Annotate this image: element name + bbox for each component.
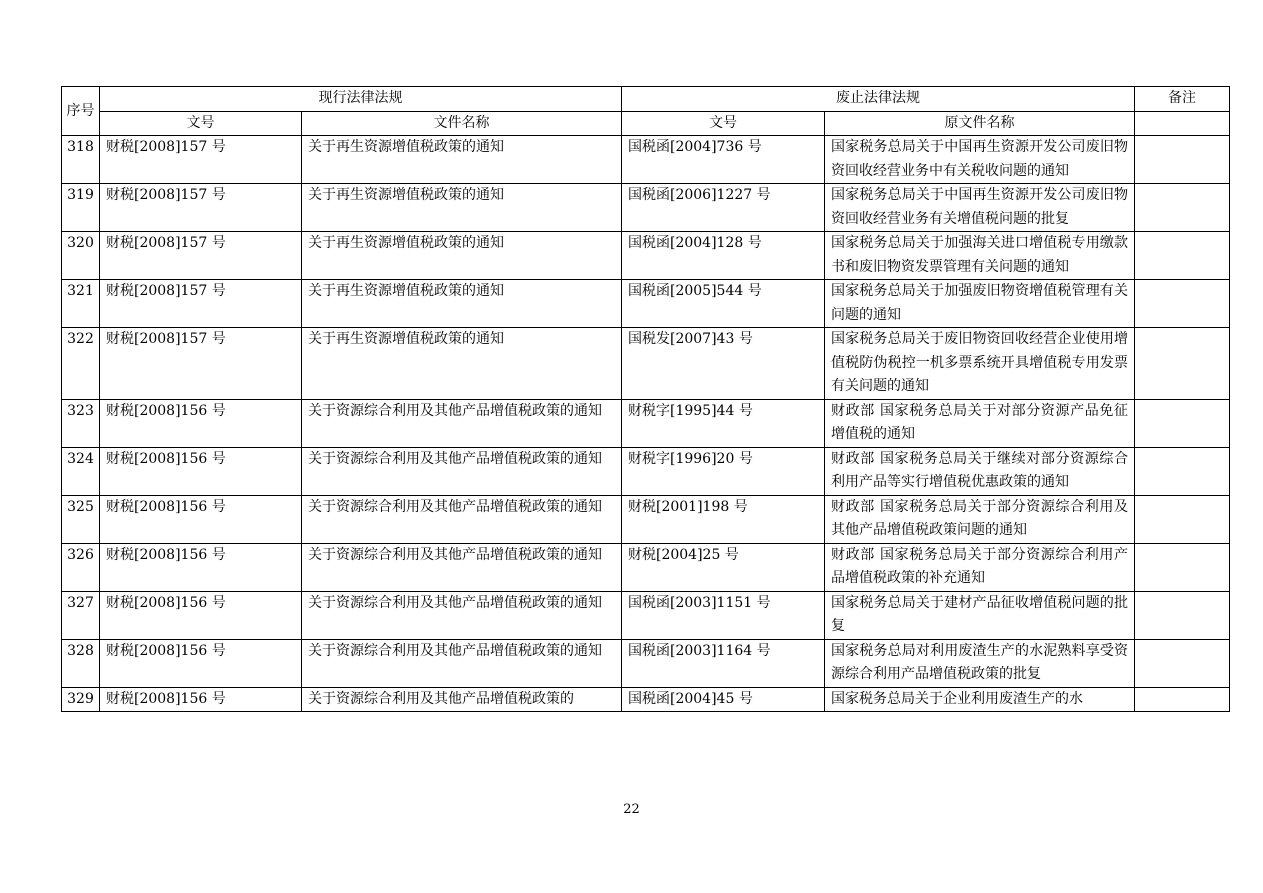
cell-seq: 326 [62,543,100,591]
cell-seq: 328 [62,639,100,687]
cell-remark [1135,447,1230,495]
cell-current-doc-no: 财税[2008]157 号 [100,328,302,400]
table-row [62,591,1230,639]
cell-current-doc-no: 财税[2008]156 号 [100,495,302,543]
cell-abolished-doc-no: 国税函[2005]544 号 [622,280,825,328]
header-abolished-doc-no: 文号 [622,111,825,136]
table-row [62,280,1230,328]
table-row [62,184,1230,232]
cell-seq: 320 [62,232,100,280]
table-row [62,447,1230,495]
table-row [62,399,1230,447]
header-current-regulations: 现行法律法规 [100,87,622,112]
cell-current-doc-no: 财税[2008]156 号 [100,447,302,495]
cell-remark [1135,591,1230,639]
cell-abolished-doc-no: 国税函[2004]736 号 [622,136,825,184]
cell-current-doc-name: 关于资源综合利用及其他产品增值税政策的通知 [302,591,622,639]
cell-abolished-doc-name: 国家税务总局对利用废渣生产的水泥熟料享受资源综合利用产品增值税政策的批复 [825,639,1135,687]
table-row [62,136,1230,184]
header-current-doc-name: 文件名称 [302,111,622,136]
table-body [62,136,1230,712]
cell-current-doc-no: 财税[2008]157 号 [100,280,302,328]
cell-seq: 321 [62,280,100,328]
cell-seq: 318 [62,136,100,184]
table-row [62,687,1230,712]
cell-seq: 329 [62,687,100,712]
cell-current-doc-no: 财税[2008]156 号 [100,687,302,712]
cell-current-doc-name: 关于再生资源增值税政策的通知 [302,136,622,184]
cell-current-doc-name: 关于资源综合利用及其他产品增值税政策的通知 [302,495,622,543]
cell-remark [1135,495,1230,543]
table-row [62,495,1230,543]
cell-remark [1135,639,1230,687]
cell-abolished-doc-name: 国家税务总局关于废旧物资回收经营企业使用增值税防伪税控一机多票系统开具增值税专用发票有关问题的通知 [825,328,1135,400]
cell-current-doc-name: 关于再生资源增值税政策的通知 [302,232,622,280]
cell-abolished-doc-no: 财税[2001]198 号 [622,495,825,543]
cell-abolished-doc-no: 国税函[2004]45 号 [622,687,825,712]
cell-current-doc-name: 关于再生资源增值税政策的通知 [302,328,622,400]
header-abolished-regulations: 废止法律法规 [622,87,1135,112]
cell-remark [1135,232,1230,280]
cell-seq: 322 [62,328,100,400]
cell-abolished-doc-name: 国家税务总局关于建材产品征收增值税问题的批复 [825,591,1135,639]
cell-abolished-doc-name: 财政部 国家税务总局关于继续对部分资源综合利用产品等实行增值税优惠政策的通知 [825,447,1135,495]
cell-seq: 324 [62,447,100,495]
cell-current-doc-name: 关于资源综合利用及其他产品增值税政策的通知 [302,543,622,591]
header-row-groups [62,87,1230,112]
cell-current-doc-no: 财税[2008]157 号 [100,136,302,184]
cell-abolished-doc-no: 国税函[2003]1151 号 [622,591,825,639]
cell-remark [1135,687,1230,712]
cell-seq: 327 [62,591,100,639]
cell-remark [1135,399,1230,447]
cell-seq: 319 [62,184,100,232]
cell-remark [1135,543,1230,591]
cell-current-doc-name: 关于资源综合利用及其他产品增值税政策的 [302,687,622,712]
cell-abolished-doc-no: 财税字[1995]44 号 [622,399,825,447]
cell-current-doc-no: 财税[2008]156 号 [100,399,302,447]
cell-abolished-doc-name: 国家税务总局关于中国再生资源开发公司废旧物资回收经营业务中有关税收问题的通知 [825,136,1135,184]
cell-current-doc-no: 财税[2008]157 号 [100,232,302,280]
cell-abolished-doc-no: 财税字[1996]20 号 [622,447,825,495]
cell-abolished-doc-name: 财政部 国家税务总局关于部分资源综合利用产品增值税政策的补充通知 [825,543,1135,591]
cell-current-doc-name: 关于再生资源增值税政策的通知 [302,280,622,328]
header-seq: 序号 [62,87,100,136]
cell-current-doc-no: 财税[2008]156 号 [100,639,302,687]
cell-abolished-doc-name: 国家税务总局关于中国再生资源开发公司废旧物资回收经营业务有关增值税问题的批复 [825,184,1135,232]
cell-abolished-doc-name: 国家税务总局关于企业利用废渣生产的水 [825,687,1135,712]
cell-seq: 325 [62,495,100,543]
cell-current-doc-name: 关于资源综合利用及其他产品增值税政策的通知 [302,639,622,687]
cell-remark [1135,280,1230,328]
cell-remark [1135,136,1230,184]
cell-abolished-doc-no: 财税[2004]25 号 [622,543,825,591]
regulations-table [61,86,1230,712]
table-row [62,639,1230,687]
table-row [62,328,1230,400]
table-header [62,87,1230,136]
cell-current-doc-name: 关于资源综合利用及其他产品增值税政策的通知 [302,447,622,495]
cell-remark [1135,184,1230,232]
header-remark: 备注 [1135,87,1230,112]
cell-abolished-doc-name: 国家税务总局关于加强海关进口增值税专用缴款书和废旧物资发票管理有关问题的通知 [825,232,1135,280]
cell-abolished-doc-no: 国税发[2007]43 号 [622,328,825,400]
table-row [62,543,1230,591]
header-abolished-doc-name: 原文件名称 [825,111,1135,136]
cell-abolished-doc-no: 国税函[2006]1227 号 [622,184,825,232]
cell-current-doc-name: 关于再生资源增值税政策的通知 [302,184,622,232]
cell-abolished-doc-no: 国税函[2004]128 号 [622,232,825,280]
header-remark-blank [1135,111,1230,136]
page-number: 22 [623,802,640,817]
cell-abolished-doc-no: 国税函[2003]1164 号 [622,639,825,687]
cell-seq: 323 [62,399,100,447]
cell-current-doc-no: 财税[2008]156 号 [100,591,302,639]
cell-current-doc-name: 关于资源综合利用及其他产品增值税政策的通知 [302,399,622,447]
cell-abolished-doc-name: 财政部 国家税务总局关于部分资源综合利用及其他产品增值税政策问题的通知 [825,495,1135,543]
table-row [62,232,1230,280]
cell-abolished-doc-name: 财政部 国家税务总局关于对部分资源产品免征增值税的通知 [825,399,1135,447]
cell-remark [1135,328,1230,400]
header-row-columns [62,111,1230,136]
cell-current-doc-no: 财税[2008]157 号 [100,184,302,232]
header-current-doc-no: 文号 [100,111,302,136]
cell-current-doc-no: 财税[2008]156 号 [100,543,302,591]
cell-abolished-doc-name: 国家税务总局关于加强废旧物资增值税管理有关问题的通知 [825,280,1135,328]
